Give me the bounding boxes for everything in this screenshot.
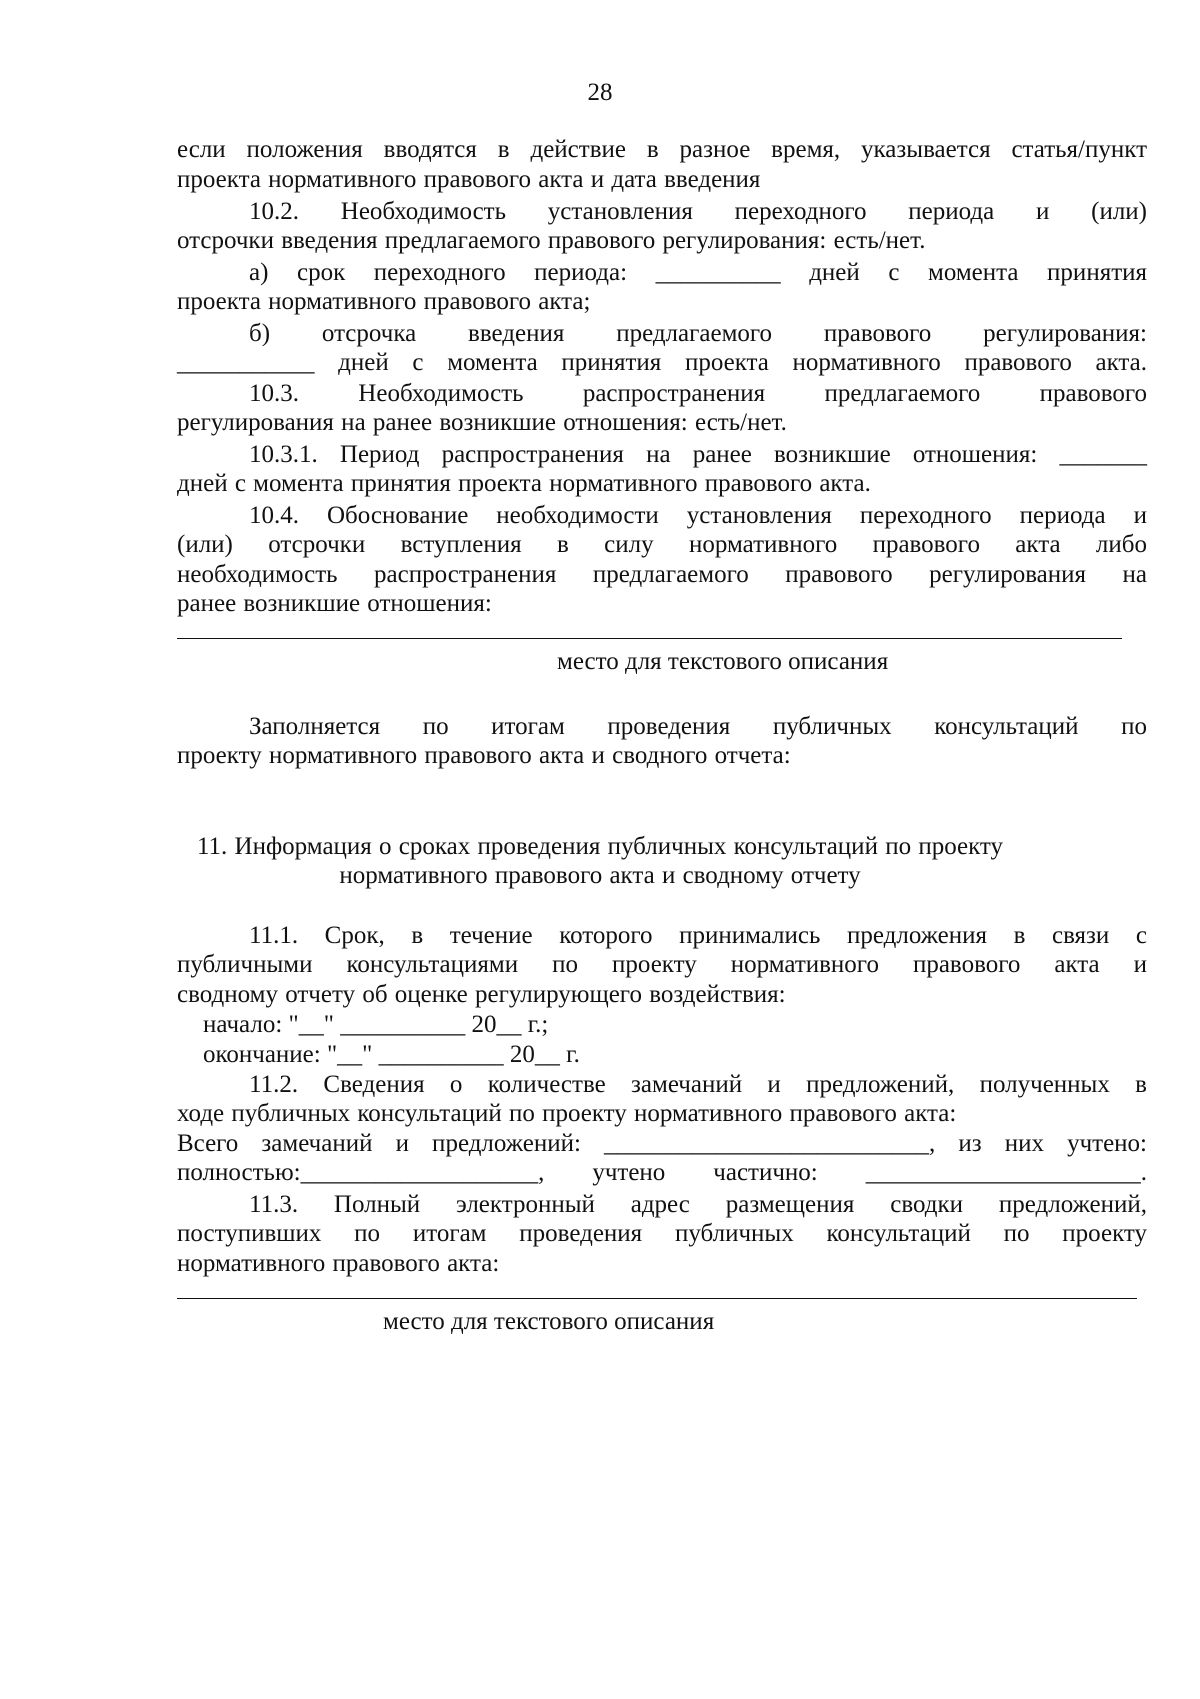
paragraph-line: Всего замечаний и предложений: __________________________, из них учтено: (177, 1130, 1147, 1157)
paragraph-line: сводному отчету об оценке регулирующего воздействия: (177, 981, 786, 1008)
paragraph-line: если положения вводятся в действие в разное время, указывается статья/пункт (177, 136, 1147, 163)
paragraph-line: проекта нормативного правового акта; (177, 288, 591, 315)
paragraph-line: 10.4. Обоснование необходимости установления переходного периода и (249, 502, 1147, 529)
page-number: 28 (587, 79, 613, 106)
paragraph-line: (или) отсрочки вступления в силу нормативного правового акта либо (177, 531, 1147, 558)
end-date-field: окончание: "__" __________ 20__ г. (203, 1041, 580, 1068)
paragraph-line: публичными консультациями по проекту нормативного правового акта и (177, 951, 1147, 978)
paragraph-line: б) отсрочка введения предлагаемого правового регулирования: (249, 320, 1147, 347)
paragraph-line: проекту нормативного правового акта и сводного отчета: (177, 742, 791, 769)
paragraph-line: ___________ дней с момента принятия проекта нормативного правового акта. (177, 349, 1147, 376)
text-description-rule (177, 1298, 1137, 1299)
paragraph-line: дней с момента принятия проекта нормативного правового акта. (177, 470, 871, 497)
text-description-caption: место для текстового описания (383, 1308, 715, 1335)
paragraph-line: ранее возникшие отношения: (177, 590, 492, 617)
paragraph-line: нормативного правового акта: (177, 1250, 500, 1277)
paragraph-line: регулирования на ранее возникшие отношения: есть/нет. (177, 409, 787, 436)
paragraph-line: 10.2. Необходимость установления переходного периода и (или) (249, 198, 1147, 225)
paragraph-line: поступивших по итогам проведения публичных консультаций по проекту (177, 1220, 1147, 1247)
paragraph-line: 10.3.1. Период распространения на ранее возникшие отношения: _______ (249, 441, 1147, 468)
text-description-caption: место для текстового описания (557, 648, 889, 675)
paragraph-line: отсрочки введения предлагаемого правового регулирования: есть/нет. (177, 227, 926, 254)
section-heading: 11. Информация о сроках проведения публичных консультаций по проекту (196, 833, 1004, 860)
paragraph-line: 10.3. Необходимость распространения предлагаемого правового (249, 380, 1147, 407)
paragraph-line: а) срок переходного периода: __________ дней с момента принятия (249, 259, 1147, 286)
paragraph-line: необходимость распространения предлагаемого правового регулирования на (177, 561, 1147, 588)
paragraph-line: проекта нормативного правового акта и дата введения (177, 166, 761, 193)
paragraph-line: 11.2. Сведения о количестве замечаний и предложений, полученных в (249, 1071, 1147, 1098)
paragraph-line: 11.3. Полный электронный адрес размещения сводки предложений, (249, 1191, 1147, 1218)
paragraph-line: Заполняется по итогам проведения публичных консультаций по (249, 713, 1147, 740)
text-description-rule (177, 638, 1122, 639)
paragraph-line: ходе публичных консультаций по проекту нормативного правового акта: (177, 1100, 957, 1127)
start-date-field: начало: "__" __________ 20__ г.; (203, 1011, 549, 1038)
paragraph-line: полностью:___________________, учтено частично: ______________________. (177, 1159, 1147, 1186)
section-heading: нормативного правового акта и сводному отчету (339, 862, 861, 889)
paragraph-line: 11.1. Срок, в течение которого принимались предложения в связи с (249, 922, 1147, 949)
